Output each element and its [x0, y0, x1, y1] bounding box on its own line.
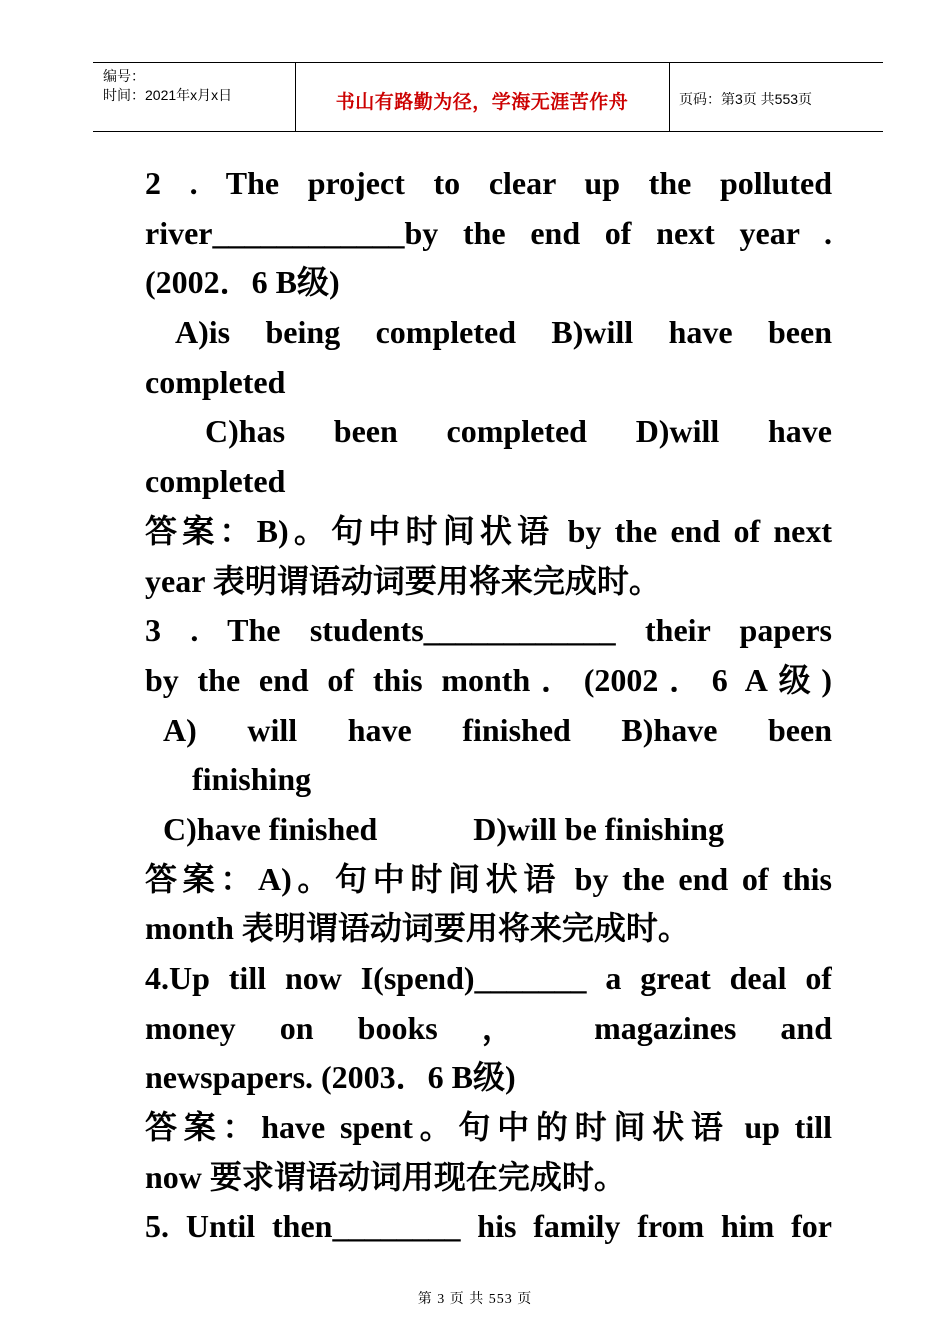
answer-line: year 表明谓语动词要用将来完成时。	[145, 562, 661, 599]
text-line: river____________by the end of next year .	[145, 214, 832, 251]
text-line: by the end of this month．(2002．6 A级)	[145, 661, 832, 698]
page-header	[93, 62, 883, 132]
option-line: A) will have finished B)have been	[163, 711, 832, 748]
option-line: completed	[145, 363, 286, 400]
header-meta-cell	[93, 63, 296, 131]
motto: 书山有路勤为径，学海无涯苦作舟	[335, 92, 629, 113]
text-line: (2002．6 B级)	[145, 264, 340, 301]
option-line: C)has been completed D)will have	[205, 413, 832, 450]
text-line: 5. Until then________ his family from him for	[145, 1208, 832, 1245]
answer-line: now 要求谓语动词用现在完成时。	[145, 1158, 626, 1195]
header-motto-cell	[295, 63, 670, 131]
answer-line: month 表明谓语动词要用将来完成时。	[145, 910, 690, 947]
text-line: 2 . The project to clear up the polluted	[145, 165, 832, 201]
header-page-cell	[669, 63, 883, 131]
option-text: C)have finished D)will be finishing	[163, 810, 724, 847]
header-page-info: 页码：第3页 共553页	[679, 91, 813, 107]
text-line: money on books ， magazines and	[145, 1009, 832, 1046]
option-line	[145, 805, 832, 855]
text-line: 3 . The students____________ their papers	[145, 612, 832, 649]
time-label: 时间：2021年x月x日	[103, 87, 233, 103]
option-line: completed	[145, 463, 286, 500]
text-line: 4.Up till now I(spend)_______ a great deal of	[145, 960, 832, 996]
text-line: newspapers. (2003．6 B级)	[145, 1059, 516, 1096]
answer-text: 答案：B)。句中时间状语 by the end of next	[145, 512, 832, 549]
answer-line: 答案：have spent。句中的时间状语 up till	[145, 1109, 832, 1146]
answer-line	[145, 507, 832, 557]
answer-line: 答案：A)。句中时间状语 by the end of this	[145, 860, 832, 897]
option-line: finishing	[192, 761, 312, 798]
document-body	[145, 159, 832, 1252]
number-label: 编号：	[103, 68, 145, 84]
option-line: A)is being completed B)will have been	[175, 314, 832, 351]
page-footer: 第 3 页 共 553 页	[417, 1292, 533, 1307]
